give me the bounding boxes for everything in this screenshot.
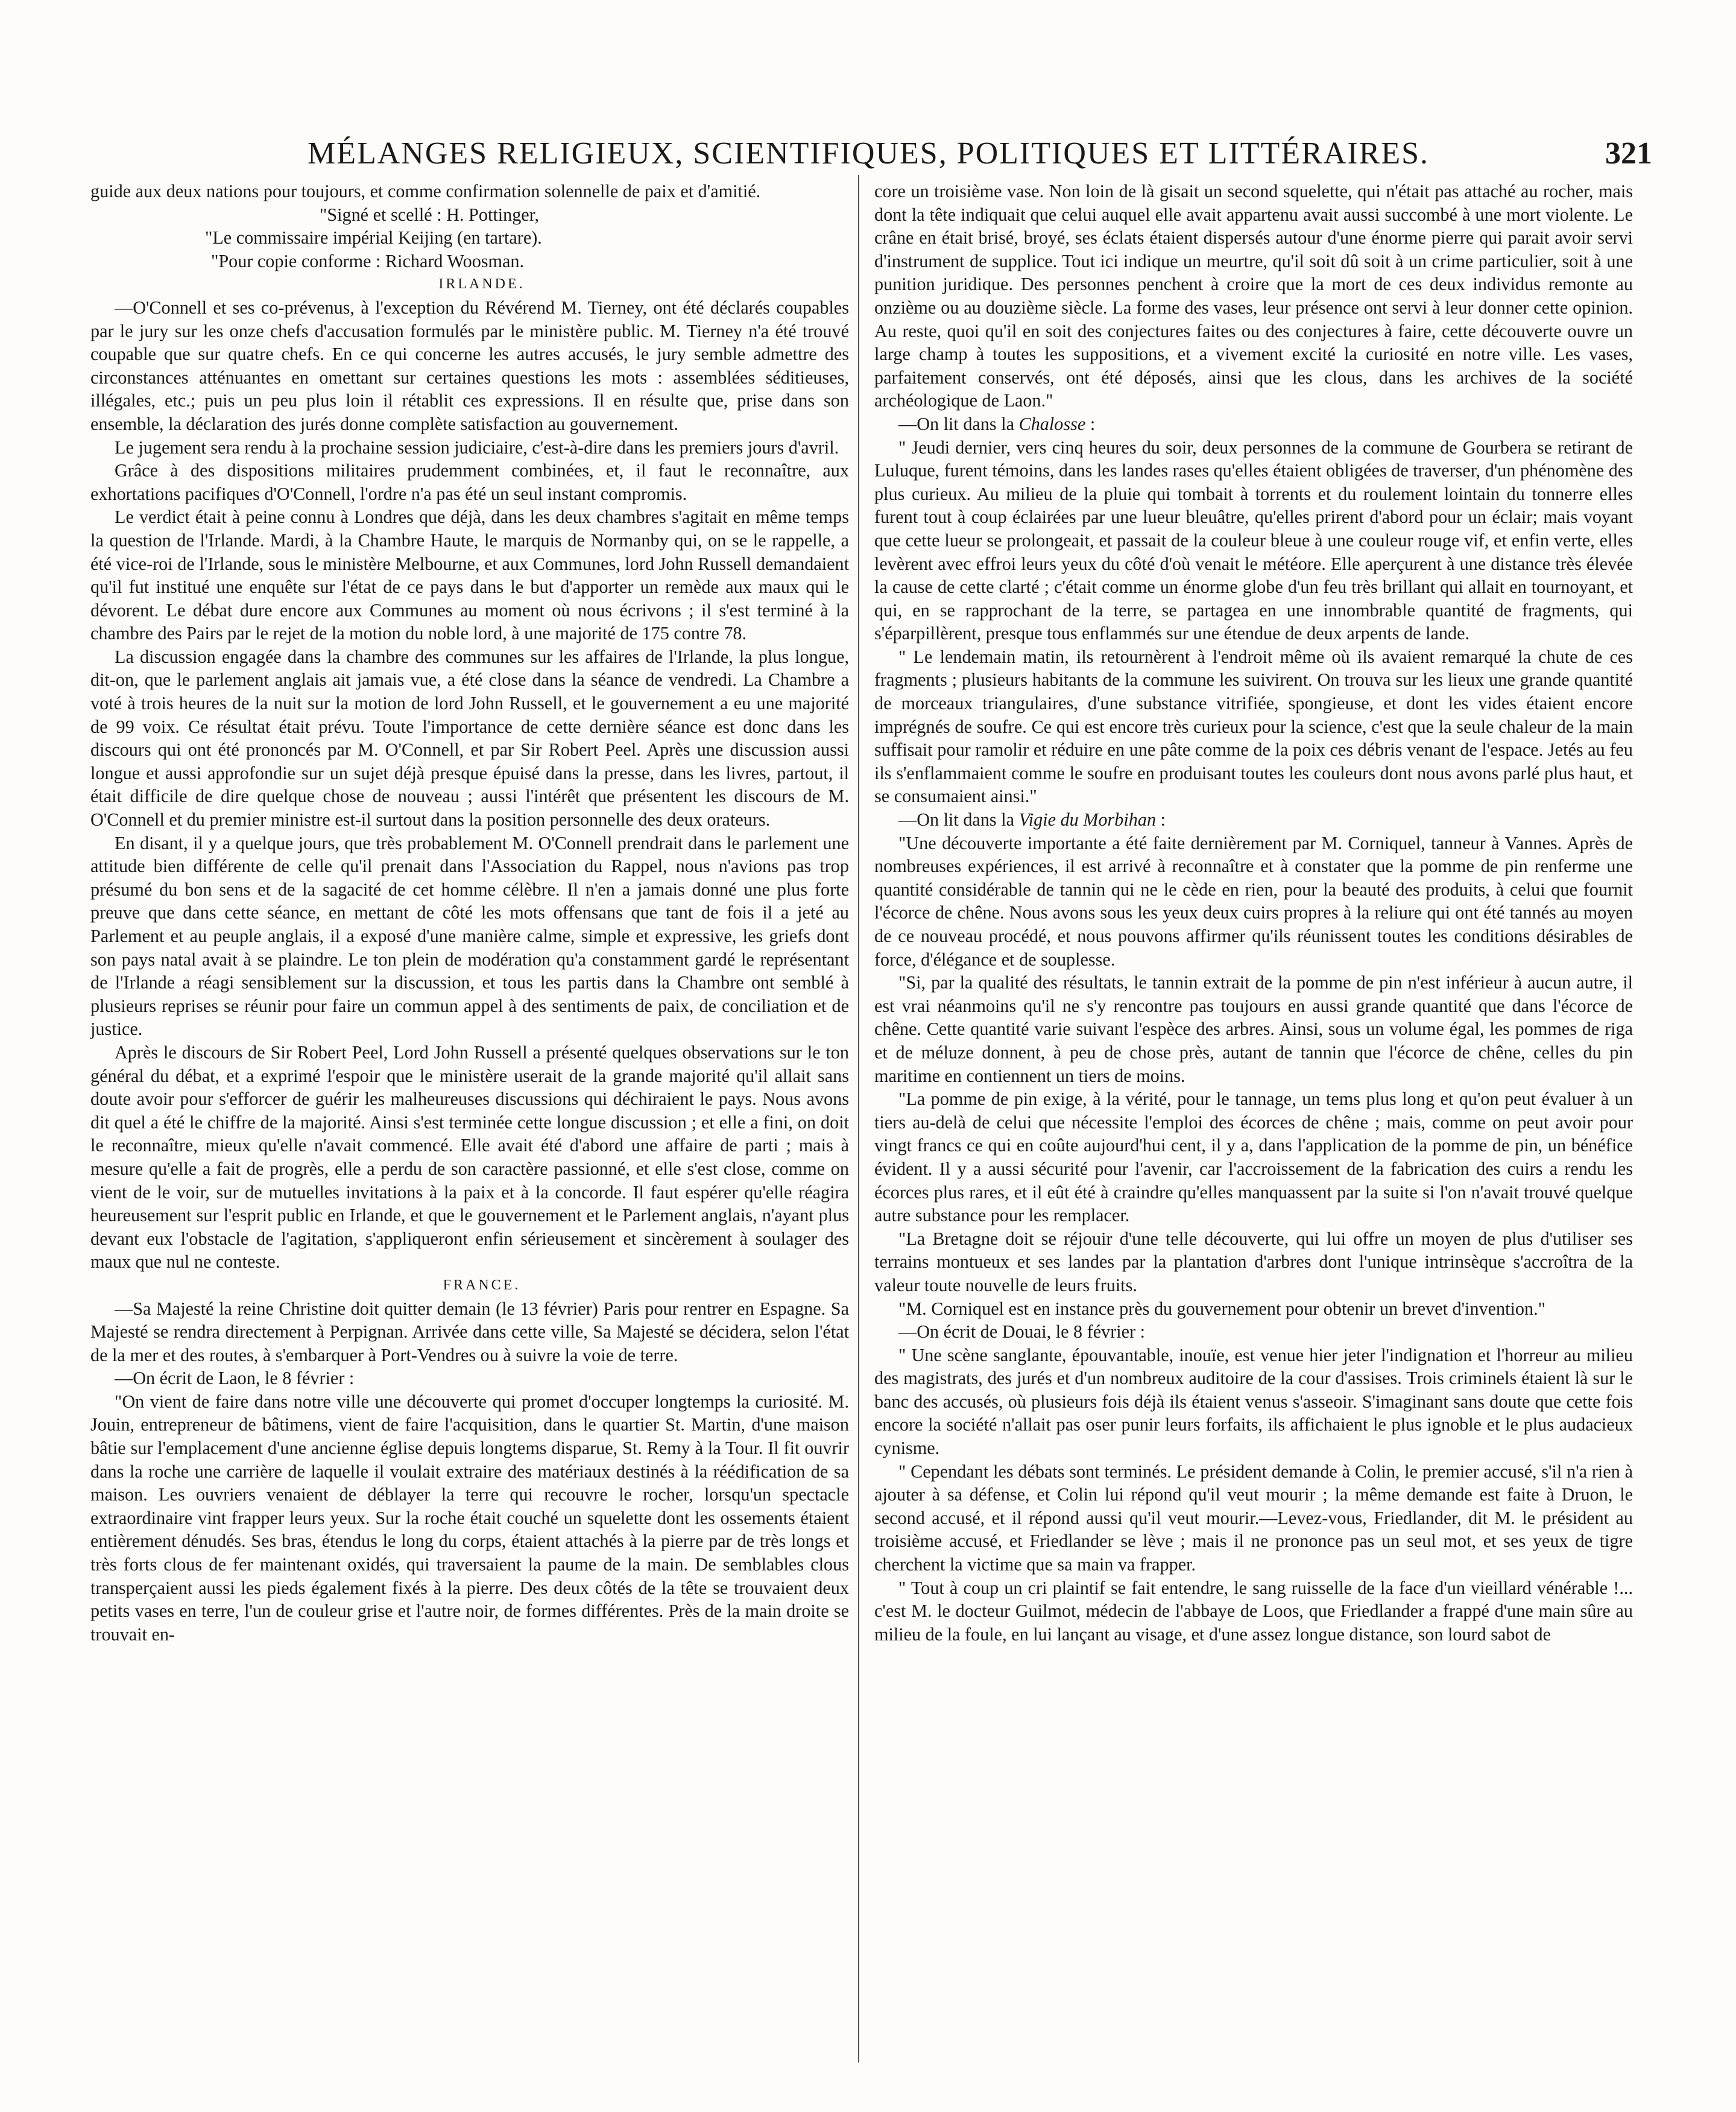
paragraph: "La Bretagne doit se réjouir d'une telle découverte, qui lui offre un moyen de plus d'utiliser ses terrains montueux et ses landes par la plantation d'arbres dont l'unique intrinsèque s'accroîtra de la valeur toute nouvelle de leurs fruits. bbox=[874, 1228, 1633, 1295]
paragraph: " Le lendemain matin, ils retournèrent à l'endroit même où ils avaient remarqué la chute de ces fragments ; plusieurs habitants de la commune les suivirent. On trouva sur les lieux une grande quantité de morceaux triangulaires, d'une substance vitrifiée, spongieuse, et dont les vides étaient encore imprégnés de soufre. Ce qui est encore très curieux pour la science, c'est que la seule chaleur de la main suffisait pour ramolir et réduire en une pâte comme de la poix ces débris venant de l'espace. Jetés au feu ils s'enflammaient comme le soufre en produisant toutes les couleurs dont nous avons parlé plus haut, et se consumaient ainsi." bbox=[874, 646, 1633, 807]
paragraph: Après le discours de Sir Robert Peel, Lord John Russell a présenté quelques observations sur le ton général du débat, et a exprimé l'espoir que le ministère userait de la grande majorité qu'il allait sans doute avoir pour s'efforcer de guérir les malheureuses discussions qui déchiraient le pays. Nous avons dit quel a été le chiffre de la majorité. Ainsi s'est terminée cette longue discussion ; et elle a fini, on doit le reconnaître, mieux qu'elle n'avait commencé. Elle avait été d'abord une affaire de parti ; mais à mesure qu'elle a fait de progrès, elle a perdu de son caractère passionné, et elle s'est close, comme on vient de le voir, sur de mutuelles invitations à la paix et à la concorde. Il faut espérer qu'elle réagira heureusement sur l'esprit public en Irlande, et que le gouvernement et le Parlement anglais, n'ayant plus devant eux l'obstacle de l'agitation, s'appliqueront enfin sérieusement et sincèrement à soulager des maux que nul ne conteste. bbox=[90, 1042, 849, 1273]
right-column bbox=[874, 180, 1633, 1646]
paragraph: —On écrit de Laon, le 8 février : bbox=[115, 1368, 355, 1389]
running-title: MÉLANGES RELIGIEUX, SCIENTIFIQUES, POLITIQUES ET LITTÉRAIRES. bbox=[307, 136, 1429, 171]
paragraph: " Cependant les débats sont terminés. Le président demande à Colin, le premier accusé, s'il n'a rien à ajouter à sa défense, et Colin lui répond qu'il veut mourir ; la même demande est faite à Druon, le second accusé, et il répond aussi qu'il veut mourir.—Levez-vous, Friedlander, dit M. le président au troisième accusé, et Friedlander se lève ; mais il ne prononce pas un seul mot, et ses yeux de tigre cherchent la victime que sa main va frapper. bbox=[874, 1461, 1633, 1575]
left-column bbox=[90, 180, 849, 1646]
paragraph: "M. Corniquel est en instance près du gouvernement pour obtenir un brevet d'invention." bbox=[898, 1298, 1545, 1319]
paragraph bbox=[874, 413, 1633, 436]
section-heading-irlande: IRLANDE. bbox=[438, 276, 525, 292]
signature-line: "Signé et scellé : H. Pottinger, bbox=[320, 204, 540, 225]
paragraph: La discussion engagée dans la chambre des communes sur les affaires de l'Irlande, la plus longue, dit-on, que le parlement anglais ait jamais vue, a été close dans la séance de vendredi. La Chambre a voté à trois heures de la nuit sur la motion de lord John Russell, et le gouvernement a eu une majorité de 99 voix. Ce résultat était prévu. Toute l'importance de cette dernière séance est donc dans les discours qui ont été prononcés par M. O'Connell, et par Sir Robert Peel. Après une discussion aussi longue et aussi approfondie sur un sujet déjà presque épuisé dans la presse, dans les livres, partout, il était difficile de dire quelque chose de nouveau ; aussi l'intérêt que présentent les discours de M. O'Connell et du premier ministre est-il surtout dans la position personnelle des deux orateurs. bbox=[90, 646, 849, 830]
paragraph: core un troisième vase. Non loin de là gisait un second squelette, qui n'était pas attaché au rocher, mais dont la tête indiquait que celui auquel elle avait appartenu avait aussi succombé à une mort violente. Le crâne en était brisé, broyé, ses éclats étaient dispersés autour d'une énorme pierre qui parait avoir servi d'instrument de supplice. Tout ici indique un meurtre, qu'il soit dû soit à un crime particulier, soit à une punition juridique. Des personnes penchent à croire que la mort de ces deux individus remonte au onzième ou au douzième siècle. La forme des vases, leur présence ont servi à leur donner cette opinion. Au reste, quoi qu'il en soit des conjectures faites ou des conjectures à faire, cette découverte ouvre un large champ à toutes les suppositions, et a vivement excité la curiosité en notre ville. Les vases, parfaitement conservés, ont été déposés, ainsi que les clous, dans les archives de la société archéologique de Laon." bbox=[874, 181, 1633, 411]
paragraph: " Tout à coup un cri plaintif se fait entendre, le sang ruisselle de la face d'un vieillard vénérable !... c'est M. le docteur Guilmot, médecin de l'abbaye de Loos, que Friedlander a frappé d'une main sûre au milieu de la foule, en lui lançant au visage, et d'une assez longue distance, son lourd sabot de bbox=[874, 1577, 1633, 1645]
paragraph: —On écrit de Douai, le 8 février : bbox=[898, 1321, 1146, 1342]
paragraph: guide aux deux nations pour toujours, et comme confirmation solennelle de paix et d'amitié. bbox=[90, 181, 761, 201]
column-divider bbox=[858, 175, 859, 2063]
paragraph: "Une découverte importante a été faite dernièrement par M. Corniquel, tanneur à Vannes. Après de nombreuses expériences, il est arrivé à reconnaître et à constater que la pomme de pin renferme une quantité considérable de tannin qui ne le cède en rien, pour la beauté des produits, à celui que fournit l'écorce de chêne. Nous avons sous les yeux deux cuirs propres à la reliure qui ont été tannés au moyen de ce nouveau procédé, et nous pouvons affirmer qu'ils réunissent toutes les conditions désirables de force, d'élégance et de souplesse. bbox=[874, 832, 1633, 970]
paragraph: "La pomme de pin exige, à la vérité, pour le tannage, un tems plus long et qu'on peut évaluer à un tiers au-delà de celui que nécessite l'emploi des écorces de chêne ; mais, comme on peut avoir pour vingt francs ce qui en coûte aujourd'hui cent, il y a, dans l'application de la pomme de pin, un bénéfice évident. Il y a aussi sécurité pour l'avenir, car l'accroissement de la fabrication des cuirs a rendu les écorces plus rares, et il eût été à craindre qu'elles manquassent par la suite si l'on n'avait trouvé quelque autre substance pour les remplacer. bbox=[874, 1089, 1633, 1226]
section-heading-france: FRANCE. bbox=[443, 1277, 521, 1293]
paragraph: —O'Connell et ses co-prévenus, à l'exception du Révérend M. Tierney, ont été déclarés coupables par le jury sur les onze chefs d'accusation formulés par le ministère public. M. Tierney n'a été trouvé coupable que sur quatre chefs. En ce qui concerne les autres accusés, le jury semble admettre des circonstances atténuantes en omettant sur certaines questions les mots : assemblées séditieuses, illégales, etc.; puis un peu plus loin il rétablit ces expressions. Il en résulte que, prise dans son ensemble, la déclaration des jurés donne complète satisfaction au gouvernement. bbox=[90, 297, 849, 434]
text: : bbox=[1085, 413, 1096, 434]
paragraph: " Jeudi dernier, vers cinq heures du soir, deux personnes de la commune de Gourbera se retirant de Luluque, furent témoins, dans les landes rases qu'elles étaient obligées de traverser, d'un phénomène des plus curieux. Au milieu de la pluie qui tombait à torrents et du roulement lointain du tonnerre elles furent tout à coup éclairées par une lueur bleuâtre, qu'elles prirent d'abord pour un éclair; mais voyant que cette lueur se prolongeait, et passait de la couleur bleue à une couleur rouge vif, et enfin verte, elles levèrent avec effroi leurs yeux du côté d'où venait le météore. Elle aperçurent à une distance très élevée la cause de cette clarté ; c'était comme un énorme globe d'un feu très brillant qui allait en tournoyant, et qui, en se rapprochant de la terre, se partagea en une innombrable quantité de fragments, qui s'éparpillèrent, presque tous enflammés sur une étendue de deux arpents de lande. bbox=[874, 437, 1633, 644]
paragraph: Grâce à des dispositions militaires prudemment combinées, et, il faut le reconnaître, aux exhortations pacifiques d'O'Connell, l'ordre n'a pas été un seul instant compromis. bbox=[90, 460, 849, 504]
source-title: Chalosse bbox=[1018, 413, 1086, 434]
paragraph: "On vient de faire dans notre ville une découverte qui promet d'occuper longtemps la curiosité. M. Jouin, entrepreneur de bâtimens, vient de faire l'acquisition, dans le quartier St. Martin, d'une maison bâtie sur l'emplacement d'une ancienne église depuis longtems disparue, St. Remy à la Tour. Il fit ouvrir dans la roche une carrière de laquelle il voulait extraire des matériaux destinés à la réédification de sa maison. Les ouvriers venaient de déblayer la terre qui recouvre le rocher, lorsqu'un spectacle extraordinaire vint frapper leurs yeux. Sur la roche était couché un squelette dont les ossements étaient entièrement dénudés. Ses bras, étendus le long du corps, étaient attachés à la pierre par de très longs et très forts clous de fer maintenant oxidés, qui traversaient la paume de la main. De semblables clous transperçaient aussi les pieds également fixés à la pierre. Des deux côtés de la tête se trouvaient deux petits vases en terre, l'un de couleur grise et l'autre noir, de formes différentes. Près de la main droite se trouvait en- bbox=[90, 1391, 849, 1645]
paragraph: Le jugement sera rendu à la prochaine session judiciaire, c'est-à-dire dans les premiers jours d'avril. bbox=[115, 437, 839, 458]
page-number: 321 bbox=[1605, 136, 1652, 171]
paragraph: " Une scène sanglante, épouvantable, inouïe, est venue hier jeter l'indignation et l'horreur au milieu des magistrats, des jurés et d'un nombreux auditoire de la cour d'assises. Trois criminels étaient là sur le banc des accusés, où plusieurs fois déjà ils étaient venus s'asseoir. S'imaginant sans doute que cette fois encore la société n'allait pas oser punir leurs forfaits, ils affichaient le plus ignoble et le plus audacieux cynisme. bbox=[874, 1344, 1633, 1459]
source-title: Vigie du Morbihan bbox=[1018, 809, 1157, 830]
signature-line: "Pour copie conforme : Richard Woosman. bbox=[211, 250, 525, 271]
signature-line: "Le commissaire impérial Keijing (en tartare). bbox=[205, 227, 542, 248]
page-header bbox=[84, 136, 1652, 178]
paragraph: En disant, il y a quelque jours, que très probablement M. O'Connell prendrait dans le parlement une attitude bien différente de celle qu'il prenait dans l'Association du Rappel, nous n'avions pas trop présumé du bon sens et de la sagacité de cet homme célèbre. Il n'en a jamais donné une plus forte preuve que dans cette séance, en mettant de côté les mots offensans que tant de fois il a jeté au Parlement et au peuple anglais, il a exposé d'une manière calme, simple et expressive, les griefs dont son pays natal avait à se plaindre. Le ton plein de modération qu'a constamment gardé le représentant de l'Irlande a réagi sensiblement sur la discussion, et tous les partis dans la Chambre ont semblé à plusieurs reprises se réunir pour faire un commun appel à des sentiments de paix, de conciliation et de justice. bbox=[90, 832, 849, 1040]
text: —On lit dans la bbox=[898, 809, 1019, 830]
paragraph bbox=[874, 808, 1633, 832]
paragraph: Le verdict était à peine connu à Londres que déjà, dans les deux chambres s'agitait en même temps la question de l'Irlande. Mardi, à la Chambre Haute, le marquis de Normanby qui, on se le rappelle, a été vice-roi de l'Irlande, sous le ministère Melbourne, et aux Communes, lord John Russell demandaient qu'il fut institué une enquête sur l'état de ce pays dans le but d'apporter un remède aux maux qui le dévorent. Le débat dure encore aux Communes au moment où nous écrivons ; il s'est terminé à la chambre des Pairs par le rejet de la motion du noble lord, à une majorité de 175 contre 78. bbox=[90, 507, 849, 644]
text: : bbox=[1156, 809, 1166, 830]
paragraph: "Si, par la qualité des résultats, le tannin extrait de la pomme de pin n'est inférieur à aucun autre, il est vrai néanmoins qu'il ne s'y rencontre pas toujours en aussi grande quantité que dans l'écorce de chêne. Cette quantité varie suivant l'espèce des arbres. Ainsi, sous un volume égal, les pommes de riga et de méluze donnent, à peu de chose près, autant de tannin que l'écorce de chêne, celles du pin maritime en contiennent un tiers de moins. bbox=[874, 972, 1633, 1086]
text: —On lit dans la bbox=[898, 413, 1019, 434]
paragraph: —Sa Majesté la reine Christine doit quitter demain (le 13 février) Paris pour rentrer en Espagne. Sa Majesté se rendra directement à Perpignan. Arrivée dans cette ville, Sa Majesté se décidera, selon l'état de la mer et des routes, à s'embarquer à Port-Vendres ou à suivre la voie de terre. bbox=[90, 1298, 849, 1365]
